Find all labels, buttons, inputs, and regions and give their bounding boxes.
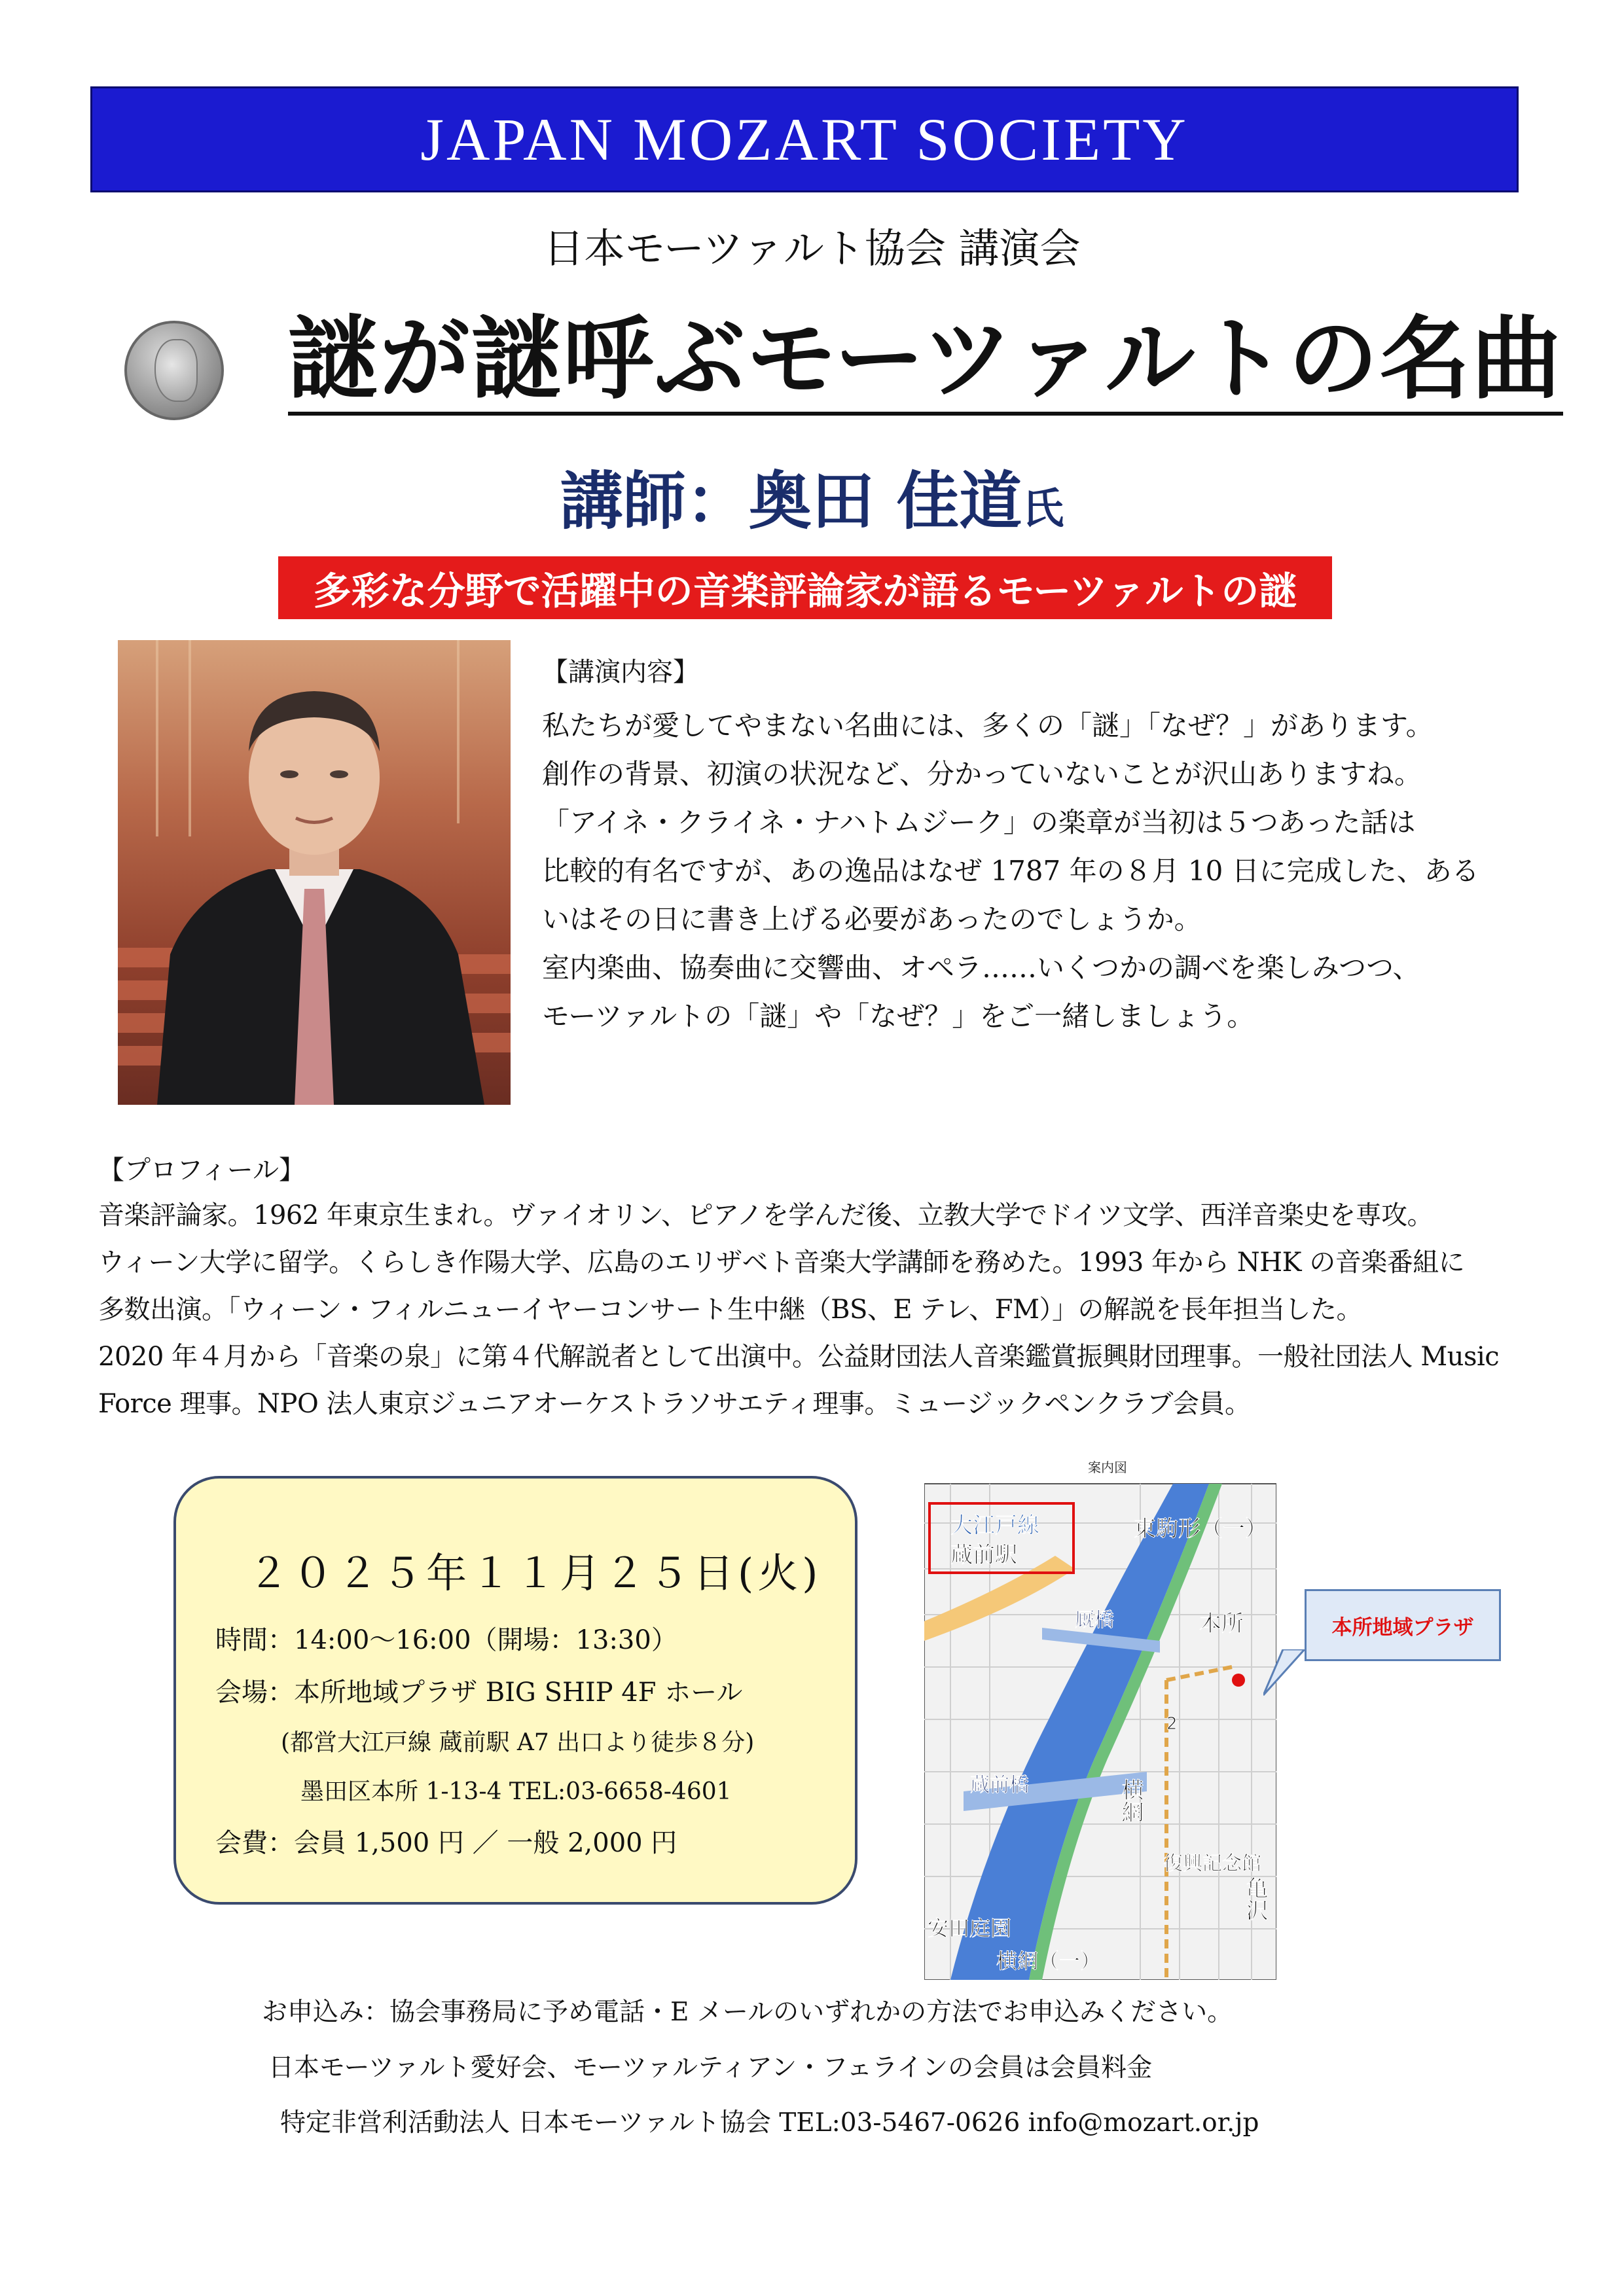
map-label-station: 蔵前駅 [950,1542,1017,1568]
lecture-line: モーツァルトの「謎」や「なぜ？」をご一緒しましょう。 [542,1000,1255,1032]
footer-contact: 特定非営利活動法人 日本モーツァルト協会 TEL:03-5467-0626 info@mozart.or.jp [280,2108,1259,2138]
event-date: ２０２５年１１月２５日(火) [248,1549,822,1597]
map-label-yokoami: 横網 [1117,1778,1144,1823]
profile-line: Force 理事。NPO 法人東京ジュニアオーケストラソサエティ理事。ミュージックペンクラブ会員。 [98,1389,1251,1419]
footer-apply: お申込み：協会事務局に予め電話・E メールのいずれかの方法でお申込みください。 [262,1998,1233,2027]
map-label-kamezawa: 亀沢 [1242,1876,1268,1921]
footer-members: 日本モーツァルト愛好会、モーツァルティアン・フェラインの会員は会員料金 [268,2053,1153,2083]
map-label-kuramae-bridge: 蔵前橋 [970,1774,1029,1797]
map-label-yasuda: 安田庭園 [928,1916,1012,1941]
mozart-medal-image [124,321,224,420]
lecture-line: 室内楽曲、協奏曲に交響曲、オペラ……いくつかの調べを楽しみつつ、 [542,952,1420,984]
event-venue: 会場：本所地域プラザ BIG SHIP 4F ホール [215,1677,743,1708]
lecturer-photo [118,640,511,1105]
banner-text: JAPAN MOZART SOCIETY [420,106,1189,173]
lecturer-suffix: 氏 [1022,485,1064,533]
lecture-line: いはその日に書き上げる必要があったのでしょうか。 [542,903,1202,935]
map-label-line: 大江戸線 [950,1513,1039,1539]
lecturer-line [0,452,1624,541]
lecture-line: 私たちが愛してやまない名曲には、多くの「謎」「なぜ？」があります。 [542,709,1434,742]
event-info-box [173,1476,857,1905]
map-label-memorial: 復興記念館 [1163,1852,1261,1875]
venue-marker-icon [1232,1674,1245,1687]
event-fee: 会費：会員 1,500 円 ／ 一般 2,000 円 [215,1828,677,1858]
profile-line: 多数出演。「ウィーン・フィルニューイヤーコンサート生中継（BS、E テレ、FM）」の解説を長年担当した。 [98,1295,1363,1325]
lecture-heading: 【講演内容】 [542,657,699,687]
profile-heading: 【プロフィール】 [98,1155,305,1185]
lecturer-prefix: 講師： [560,465,749,538]
profile-line: 音楽評論家。1962 年東京生まれ。ヴァイオリン、ピアノを学んだ後、立教大学でドイツ文学、西洋音楽史を専攻。 [98,1200,1434,1230]
venue-callout: 本所地域プラザ [1305,1589,1501,1661]
event-address: 墨田区本所 1-13-4 TEL:03-6658-4601 [300,1778,732,1805]
lecture-line: 「アイネ・クライネ・ナハトムジーク」の楽章が当初は５つあった話は [542,806,1416,838]
profile-section [98,1149,1525,1427]
lecture-line: 比較的有名ですが、あの逸品はなぜ 1787 年の８月 10 日に完成した、ある [542,855,1479,887]
profile-line: ウィーン大学に留学。くらしき作陽大学、広島のエリザベト音楽大学講師を務めた。1993 年から NHK の音楽番組に [98,1247,1465,1278]
map-label-honjo: 本所 [1199,1611,1244,1637]
lecture-title: 謎が謎呼ぶモーツァルトの名曲 [288,308,1563,416]
profile-body [98,1192,1525,1427]
profile-line: 2020 年４月から「音楽の泉」に第４代解説者として出演中。公益財団法人音楽鑑賞振興財団理事。一般社団法人 Music [98,1342,1500,1372]
map-label-yokoami1: 横網（一） [996,1948,1102,1973]
lecture-line: 創作の背景、初演の状況など、分かっていないことが沢山ありますね。 [542,758,1422,790]
event-time: 時間：14:00～16:00（開場：13:30） [215,1625,677,1655]
map-label-umaya-bridge: 厩橋 [1075,1609,1114,1632]
map-caption: 案内図 [1088,1460,1127,1475]
lecture-body [542,702,1537,1041]
map-label-num2: 2 [1166,1714,1178,1734]
society-banner [90,86,1519,192]
tagline-text: 多彩な分野で活躍中の音楽評論家が語るモーツァルトの謎 [313,569,1297,613]
lecturer-name: 奥田 佳道 [748,465,1022,538]
event-access: (都営大江戸線 蔵前駅 A7 出口より徒歩８分) [281,1729,755,1756]
venue-map [924,1456,1276,1980]
map-label-higashikomagata: 東駒形（一） [1134,1516,1267,1542]
tagline-bar [278,556,1332,619]
event-subtitle: 日本モーツァルト協会 講演会 [543,224,1081,272]
